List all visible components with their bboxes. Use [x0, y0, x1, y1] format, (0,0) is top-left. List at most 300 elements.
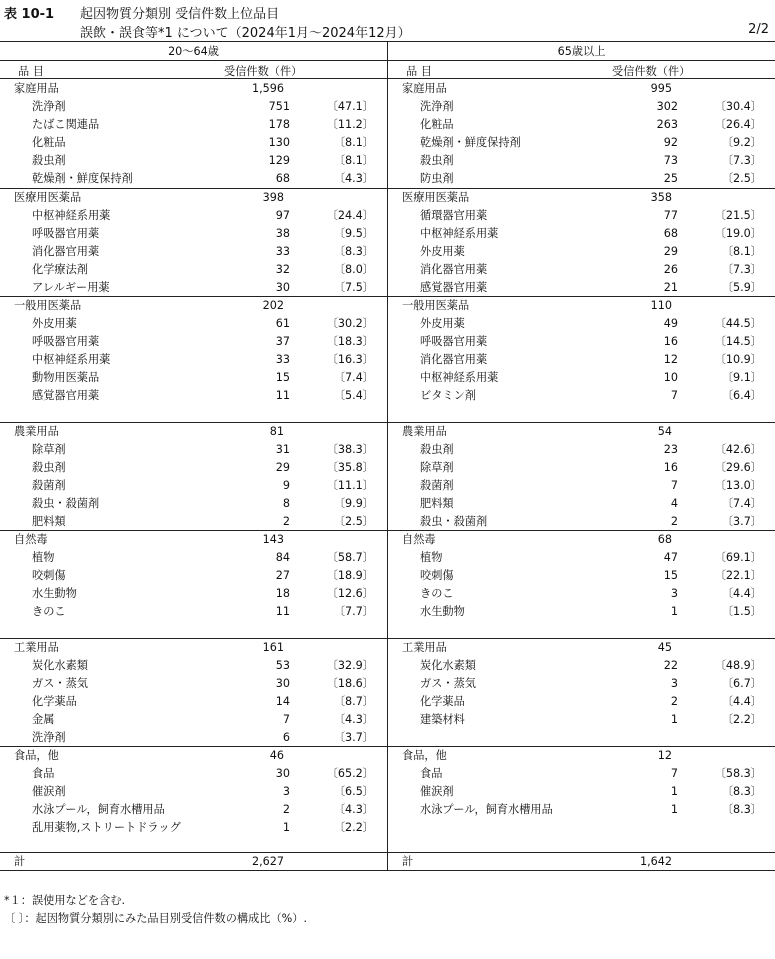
item-row: [388, 675, 775, 693]
item-count: 25: [663, 172, 678, 185]
item-name: 呼吸器官用薬: [32, 335, 100, 348]
item-count: 10: [663, 371, 678, 384]
item-count: 11: [275, 605, 290, 618]
item-name: 植物: [420, 551, 443, 564]
item-name: 外皮用薬: [32, 317, 77, 330]
item-name: 洗浄剤: [32, 731, 66, 744]
item-row: [0, 549, 387, 567]
item-ratio: 〔3.7〕: [333, 731, 374, 744]
category-name: 食品，他: [14, 749, 59, 762]
item-ratio: 〔69.1〕: [714, 551, 762, 564]
item-row: [0, 567, 387, 585]
item-row: [388, 693, 775, 711]
item-name: 乾燥剤・鮮度保持剤: [420, 136, 521, 149]
item-name: 肥料類: [32, 515, 66, 528]
item-ratio: 〔58.7〕: [326, 551, 374, 564]
item-ratio: 〔4.3〕: [333, 713, 374, 726]
item-count: 302: [656, 100, 678, 113]
item-name: 化学薬品: [32, 695, 77, 708]
item-row: [388, 369, 775, 387]
left-count-header: 受信件数（件）: [224, 65, 303, 78]
item-name: 殺虫剤: [32, 154, 66, 167]
item-row: [388, 801, 775, 819]
item-row: [0, 729, 387, 747]
item-name: 外皮用薬: [420, 245, 465, 258]
item-count: 53: [275, 659, 290, 672]
item-row: [0, 152, 387, 170]
item-row: [388, 603, 775, 621]
category-total: 45: [657, 641, 672, 654]
item-name: 催涙剤: [32, 785, 66, 798]
item-ratio: 〔1.5〕: [721, 605, 762, 618]
block-divider: [388, 746, 775, 747]
category-row: [388, 80, 775, 98]
item-ratio: 〔8.1〕: [333, 154, 374, 167]
item-ratio: 〔30.2〕: [326, 317, 374, 330]
item-count: 49: [663, 317, 678, 330]
item-name: 感覚器官用薬: [32, 389, 100, 402]
category-row: [0, 297, 387, 315]
item-name: 呼吸器官用薬: [420, 335, 488, 348]
item-count: 15: [663, 569, 678, 582]
item-count: 27: [275, 569, 290, 582]
item-ratio: 〔8.7〕: [333, 695, 374, 708]
item-count: 22: [663, 659, 678, 672]
item-row: [0, 603, 387, 621]
right-total-value: 1,642: [639, 855, 672, 868]
category-total: 81: [269, 425, 284, 438]
category-name: 工業用品: [14, 641, 59, 654]
item-row: [0, 765, 387, 783]
block-divider: [0, 638, 387, 639]
item-ratio: 〔2.5〕: [721, 172, 762, 185]
item-count: 23: [663, 443, 678, 456]
category-total: 54: [657, 425, 672, 438]
item-name: 催涙剤: [420, 785, 454, 798]
item-row: [0, 351, 387, 369]
item-count: 2: [282, 803, 290, 816]
item-name: 消化器官用薬: [420, 353, 488, 366]
item-row: [0, 243, 387, 261]
category-row: [0, 531, 387, 549]
item-row: [388, 315, 775, 333]
item-ratio: 〔8.1〕: [721, 245, 762, 258]
item-name: 植物: [32, 551, 55, 564]
category-row: [388, 189, 775, 207]
block-divider: [388, 530, 775, 531]
category-name: 食品，他: [402, 749, 447, 762]
item-count: 73: [663, 154, 678, 167]
item-count: 68: [275, 172, 290, 185]
item-count: 3: [282, 785, 290, 798]
item-ratio: 〔4.3〕: [333, 803, 374, 816]
item-ratio: 〔7.7〕: [333, 605, 374, 618]
item-name: 感覚器官用薬: [420, 281, 488, 294]
item-count: 7: [282, 713, 290, 726]
item-count: 1: [670, 785, 678, 798]
block-divider: [388, 638, 775, 639]
item-ratio: 〔14.5〕: [714, 335, 762, 348]
item-row: [388, 765, 775, 783]
item-count: 3: [670, 677, 678, 690]
table-label: 表 10-1: [4, 7, 55, 22]
category-total: 68: [657, 533, 672, 546]
item-ratio: 〔65.2〕: [326, 767, 374, 780]
item-name: 殺虫剤: [420, 154, 454, 167]
item-count: 1: [282, 821, 290, 834]
item-row: [388, 549, 775, 567]
item-name: 水泳プール，飼育水槽用品: [32, 803, 165, 816]
category-total: 12: [657, 749, 672, 762]
item-row: [388, 567, 775, 585]
item-count: 47: [663, 551, 678, 564]
item-count: 77: [663, 209, 678, 222]
table-subtitle: 誤飲・誤食等*1 について（2024年1月～2024年12月）: [80, 26, 411, 41]
item-name: 中枢神経系用薬: [32, 209, 111, 222]
item-name: 咬刺傷: [420, 569, 454, 582]
item-name: 食品: [420, 767, 443, 780]
category-row: [388, 747, 775, 765]
block-divider: [0, 746, 387, 747]
item-name: 炭化水素類: [420, 659, 476, 672]
item-name: 乾燥剤・鮮度保持剤: [32, 172, 133, 185]
item-row: [0, 116, 387, 134]
item-row: [388, 585, 775, 603]
item-count: 1: [670, 803, 678, 816]
item-count: 16: [663, 461, 678, 474]
item-row: [388, 207, 775, 225]
item-name: 除草剤: [32, 443, 66, 456]
item-count: 33: [275, 353, 290, 366]
item-ratio: 〔4.4〕: [721, 587, 762, 600]
category-name: 農業用品: [14, 425, 59, 438]
item-row: [388, 711, 775, 729]
item-ratio: 〔42.6〕: [714, 443, 762, 456]
item-count: 30: [275, 767, 290, 780]
item-ratio: 〔6.7〕: [721, 677, 762, 690]
item-name: 防虫剤: [420, 172, 454, 185]
item-count: 7: [670, 767, 678, 780]
item-count: 29: [663, 245, 678, 258]
category-row: [0, 747, 387, 765]
item-row: [388, 333, 775, 351]
item-ratio: 〔7.3〕: [721, 263, 762, 276]
item-name: 洗浄剤: [32, 100, 66, 113]
left-item-header: 品 目: [18, 65, 44, 78]
item-name: 化粧品: [420, 118, 454, 131]
item-ratio: 〔30.4〕: [714, 100, 762, 113]
item-ratio: 〔7.3〕: [721, 154, 762, 167]
item-count: 26: [663, 263, 678, 276]
item-count: 2: [670, 515, 678, 528]
category-name: 家庭用品: [14, 82, 59, 95]
item-ratio: 〔7.5〕: [333, 281, 374, 294]
item-row: [388, 243, 775, 261]
item-row: [0, 819, 387, 837]
item-row: [0, 207, 387, 225]
item-count: 4: [670, 497, 678, 510]
item-row: [0, 98, 387, 116]
item-count: 7: [670, 479, 678, 492]
item-name: 殺虫・殺菌剤: [32, 497, 100, 510]
item-count: 61: [275, 317, 290, 330]
category-row: [0, 639, 387, 657]
item-name: ガス・蒸気: [420, 677, 476, 690]
table-title-row: [4, 3, 770, 21]
item-ratio: 〔12.6〕: [326, 587, 374, 600]
category-total: 358: [650, 191, 672, 204]
item-name: 呼吸器官用薬: [32, 227, 100, 240]
page-number: 2/2: [748, 22, 769, 37]
item-ratio: 〔3.7〕: [721, 515, 762, 528]
item-count: 12: [663, 353, 678, 366]
item-name: 殺虫剤: [32, 461, 66, 474]
item-row: [388, 98, 775, 116]
item-name: 中枢神経系用薬: [32, 353, 111, 366]
block-divider: [388, 422, 775, 423]
item-row: [0, 279, 387, 297]
item-count: 11: [275, 389, 290, 402]
item-name: きのこ: [420, 587, 454, 600]
category-total: 46: [269, 749, 284, 762]
right-group-header: 65歳以上: [557, 45, 606, 58]
item-row: [0, 675, 387, 693]
item-count: 32: [275, 263, 290, 276]
item-ratio: 〔2.2〕: [333, 821, 374, 834]
item-count: 16: [663, 335, 678, 348]
item-name: ガス・蒸気: [32, 677, 88, 690]
category-name: 自然毒: [14, 533, 48, 546]
table-title: 起因物質分類別 受信件数上位品目: [80, 7, 280, 22]
item-ratio: 〔58.3〕: [714, 767, 762, 780]
category-name: 医療用医薬品: [14, 191, 82, 204]
category-row: [388, 297, 775, 315]
category-total: 202: [262, 299, 284, 312]
item-row: [388, 225, 775, 243]
item-row: [388, 116, 775, 134]
item-row: [0, 513, 387, 531]
block-divider: [0, 188, 387, 189]
item-ratio: 〔21.5〕: [714, 209, 762, 222]
item-name: 水生動物: [32, 587, 77, 600]
item-name: 殺虫剤: [420, 443, 454, 456]
item-name: 化学療法剤: [32, 263, 88, 276]
item-row: [388, 170, 775, 188]
item-name: 化学薬品: [420, 695, 465, 708]
item-ratio: 〔22.1〕: [714, 569, 762, 582]
item-row: [0, 693, 387, 711]
item-ratio: 〔18.6〕: [326, 677, 374, 690]
item-ratio: 〔9.9〕: [333, 497, 374, 510]
item-row: [0, 225, 387, 243]
item-row: [0, 459, 387, 477]
left-total-label: 計: [14, 855, 26, 868]
item-ratio: 〔8.3〕: [333, 245, 374, 258]
item-count: 2: [670, 695, 678, 708]
right-total-label: 計: [402, 855, 414, 868]
item-count: 84: [275, 551, 290, 564]
item-ratio: 〔13.0〕: [714, 479, 762, 492]
item-name: 咬刺傷: [32, 569, 66, 582]
item-count: 178: [268, 118, 290, 131]
item-ratio: 〔9.5〕: [333, 227, 374, 240]
item-row: [388, 279, 775, 297]
item-ratio: 〔18.9〕: [326, 569, 374, 582]
category-name: 農業用品: [402, 425, 447, 438]
item-ratio: 〔35.8〕: [326, 461, 374, 474]
footnote-1: *１：誤使用などを含む.: [4, 894, 126, 907]
item-ratio: 〔29.6〕: [714, 461, 762, 474]
item-count: 129: [268, 154, 290, 167]
item-row: [0, 387, 387, 405]
item-count: 30: [275, 281, 290, 294]
item-name: ビタミン剤: [420, 389, 476, 402]
item-name: 動物用医薬品: [32, 371, 100, 384]
item-row: [0, 315, 387, 333]
block-divider: [0, 530, 387, 531]
right-item-header: 品 目: [406, 65, 432, 78]
item-count: 37: [275, 335, 290, 348]
item-row: [388, 152, 775, 170]
item-row: [388, 657, 775, 675]
item-name: アレルギー用薬: [32, 281, 110, 294]
item-row: [0, 711, 387, 729]
item-ratio: 〔48.9〕: [714, 659, 762, 672]
item-name: 肥料類: [420, 497, 454, 510]
item-ratio: 〔2.5〕: [333, 515, 374, 528]
item-name: 外皮用薬: [420, 317, 465, 330]
item-count: 7: [670, 389, 678, 402]
item-count: 1: [670, 605, 678, 618]
category-row: [0, 189, 387, 207]
category-name: 一般用医薬品: [402, 299, 470, 312]
item-ratio: 〔32.9〕: [326, 659, 374, 672]
category-row: [0, 80, 387, 98]
item-name: 化粧品: [32, 136, 66, 149]
category-row: [388, 531, 775, 549]
item-row: [0, 585, 387, 603]
item-row: [0, 170, 387, 188]
block-divider: [388, 296, 775, 297]
item-count: 14: [275, 695, 290, 708]
block-divider: [388, 188, 775, 189]
item-name: 食品: [32, 767, 55, 780]
item-name: 循環器官用薬: [420, 209, 488, 222]
item-count: 97: [275, 209, 290, 222]
item-ratio: 〔4.3〕: [333, 172, 374, 185]
block-divider: [0, 422, 387, 423]
item-row: [388, 783, 775, 801]
item-ratio: 〔16.3〕: [326, 353, 374, 366]
category-total: 1,596: [251, 82, 284, 95]
item-ratio: 〔44.5〕: [714, 317, 762, 330]
item-name: 中枢神経系用薬: [420, 371, 499, 384]
item-ratio: 〔10.9〕: [714, 353, 762, 366]
item-name: 除草剤: [420, 461, 454, 474]
item-name: 建築材料: [420, 713, 465, 726]
item-count: 1: [670, 713, 678, 726]
category-total: 995: [650, 82, 672, 95]
left-total-value: 2,627: [251, 855, 284, 868]
item-row: [388, 459, 775, 477]
item-ratio: 〔11.1〕: [326, 479, 374, 492]
item-name: 殺虫・殺菌剤: [420, 515, 488, 528]
item-ratio: 〔18.3〕: [326, 335, 374, 348]
item-row: [388, 495, 775, 513]
item-row: [0, 495, 387, 513]
category-total: 143: [262, 533, 284, 546]
right-count-header: 受信件数（件）: [612, 65, 691, 78]
category-total: 110: [650, 299, 672, 312]
item-name: 水泳プール，飼育水槽用品: [420, 803, 553, 816]
item-ratio: 〔47.1〕: [326, 100, 374, 113]
item-ratio: 〔9.2〕: [721, 136, 762, 149]
item-row: [388, 513, 775, 531]
item-name: きのこ: [32, 605, 66, 618]
category-row: [388, 423, 775, 441]
item-ratio: 〔7.4〕: [721, 497, 762, 510]
category-name: 工業用品: [402, 641, 447, 654]
item-row: [388, 134, 775, 152]
item-ratio: 〔38.3〕: [326, 443, 374, 456]
item-count: 38: [275, 227, 290, 240]
item-ratio: 〔9.1〕: [721, 371, 762, 384]
item-row: [388, 351, 775, 369]
item-count: 2: [282, 515, 290, 528]
category-total: 398: [262, 191, 284, 204]
item-ratio: 〔5.4〕: [333, 389, 374, 402]
item-name: 中枢神経系用薬: [420, 227, 499, 240]
item-count: 3: [670, 587, 678, 600]
item-row: [0, 261, 387, 279]
category-name: 自然毒: [402, 533, 436, 546]
left-group-header: 20～64歳: [168, 45, 219, 58]
item-row: [0, 657, 387, 675]
item-ratio: 〔8.3〕: [721, 803, 762, 816]
item-count: 29: [275, 461, 290, 474]
item-ratio: 〔2.2〕: [721, 713, 762, 726]
item-name: 乱用薬物,ストリートドラッグ: [32, 821, 181, 834]
item-count: 9: [282, 479, 290, 492]
category-row: [388, 639, 775, 657]
item-row: [388, 477, 775, 495]
block-divider: [0, 296, 387, 297]
item-count: 751: [268, 100, 290, 113]
item-ratio: 〔24.4〕: [326, 209, 374, 222]
item-name: 殺菌剤: [420, 479, 454, 492]
category-name: 一般用医薬品: [14, 299, 82, 312]
item-ratio: 〔8.1〕: [333, 136, 374, 149]
item-ratio: 〔5.9〕: [721, 281, 762, 294]
item-ratio: 〔8.3〕: [721, 785, 762, 798]
item-count: 31: [275, 443, 290, 456]
item-name: 炭化水素類: [32, 659, 88, 672]
item-name: 水生動物: [420, 605, 465, 618]
item-count: 33: [275, 245, 290, 258]
item-count: 130: [268, 136, 290, 149]
item-ratio: 〔26.4〕: [714, 118, 762, 131]
footnote-2: 〔 〕：起因物質分類別にみた品目別受信件数の構成比（%）.: [4, 912, 308, 925]
item-ratio: 〔6.4〕: [721, 389, 762, 402]
item-row: [0, 134, 387, 152]
item-name: 洗浄剤: [420, 100, 454, 113]
item-row: [388, 261, 775, 279]
item-row: [388, 441, 775, 459]
item-count: 92: [663, 136, 678, 149]
item-row: [0, 369, 387, 387]
item-count: 68: [663, 227, 678, 240]
category-name: 医療用医薬品: [402, 191, 470, 204]
